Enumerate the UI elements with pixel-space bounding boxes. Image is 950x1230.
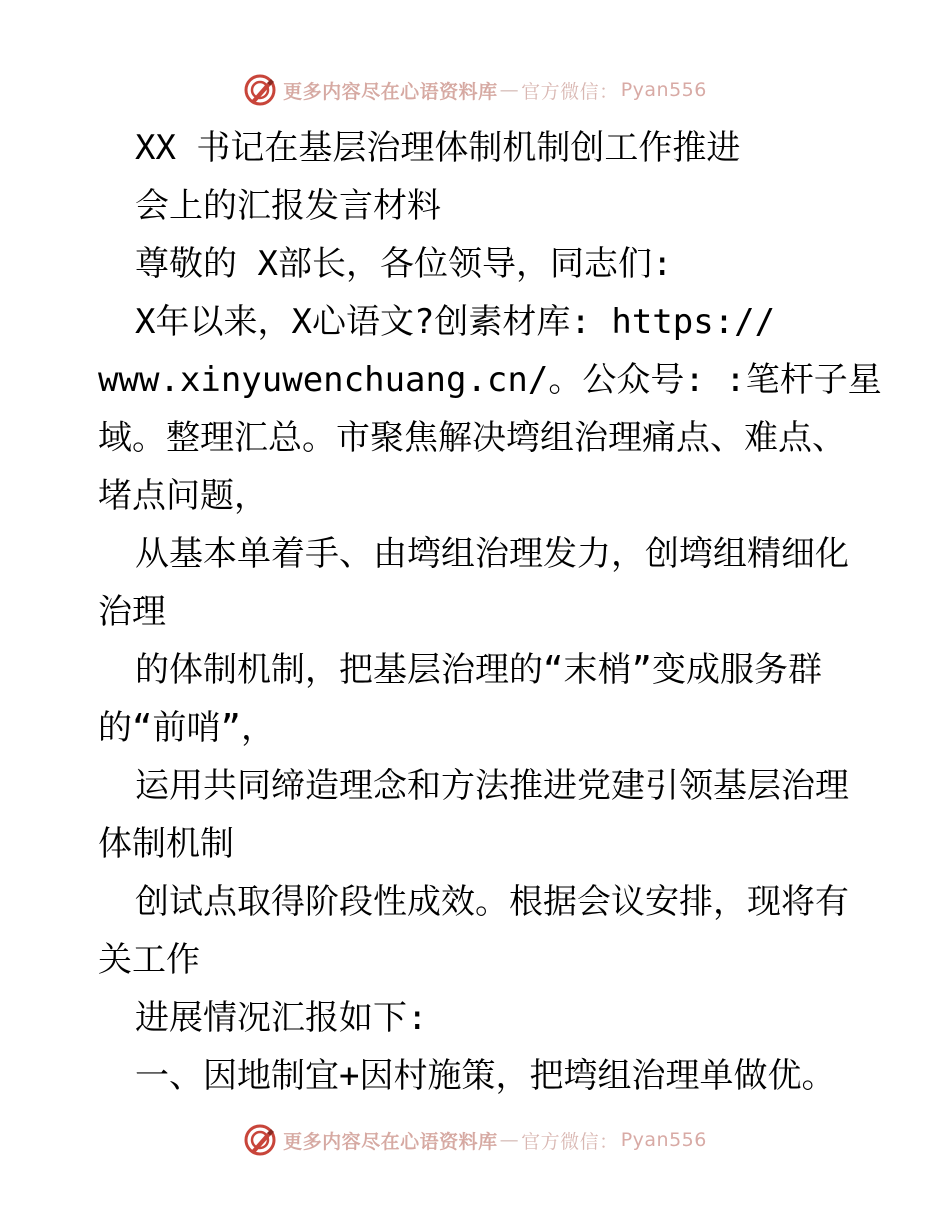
paragraph-line: 创试点取得阶段性成效。根据会议安排，现将有	[135, 882, 849, 922]
paragraph-line: X年以来，X心语文?创素材库: https://	[135, 302, 776, 342]
watermark-separator: —	[499, 79, 520, 101]
section-heading: 一、因地制宜+因村施策，把塆组治理单做优。	[135, 1056, 836, 1096]
paragraph-line: 关工作	[98, 940, 200, 980]
watermark-wechat-label: 官方微信：	[521, 1130, 619, 1153]
watermark-wechat-label: 官方微信：	[521, 80, 619, 103]
paragraph-line: 治理	[98, 592, 166, 632]
pen-logo-icon	[243, 1123, 277, 1157]
paragraph-line: 域。整理汇总。市聚焦解决塆组治理痛点、难点、	[98, 418, 846, 458]
watermark-brand: 更多内容尽在心语资料库	[283, 1130, 498, 1153]
title-line-1: XX 书记在基层治理体制机制创工作推进	[135, 128, 741, 168]
watermark-brand: 更多内容尽在心语资料库	[283, 80, 498, 103]
paragraph-line: 体制机制	[98, 824, 234, 864]
paragraph-line: 进展情况汇报如下:	[135, 998, 428, 1038]
title-line-2: 会上的汇报发言材料	[135, 186, 441, 226]
paragraph-line: 的体制机制，把基层治理的“末梢”变成服务群	[135, 650, 822, 690]
watermark-banner-bottom	[0, 1118, 950, 1162]
salutation: 尊敬的 X部长，各位领导，同志们:	[135, 244, 673, 284]
paragraph-line: 的“前哨”，	[98, 708, 275, 748]
watermark-separator: —	[499, 1129, 520, 1151]
watermark-wechat-id: Pyan556	[620, 79, 707, 101]
paragraph-line: 运用共同缔造理念和方法推进党建引领基层治理	[135, 766, 849, 806]
watermark-wechat-id: Pyan556	[620, 1129, 707, 1151]
paragraph-line: 堵点问题，	[98, 476, 268, 516]
paragraph-line: www.xinyuwenchuang.cn/。公众号: :笔杆子星	[98, 360, 882, 400]
paragraph-line: 从基本单着手、由塆组治理发力，创塆组精细化	[135, 534, 849, 574]
